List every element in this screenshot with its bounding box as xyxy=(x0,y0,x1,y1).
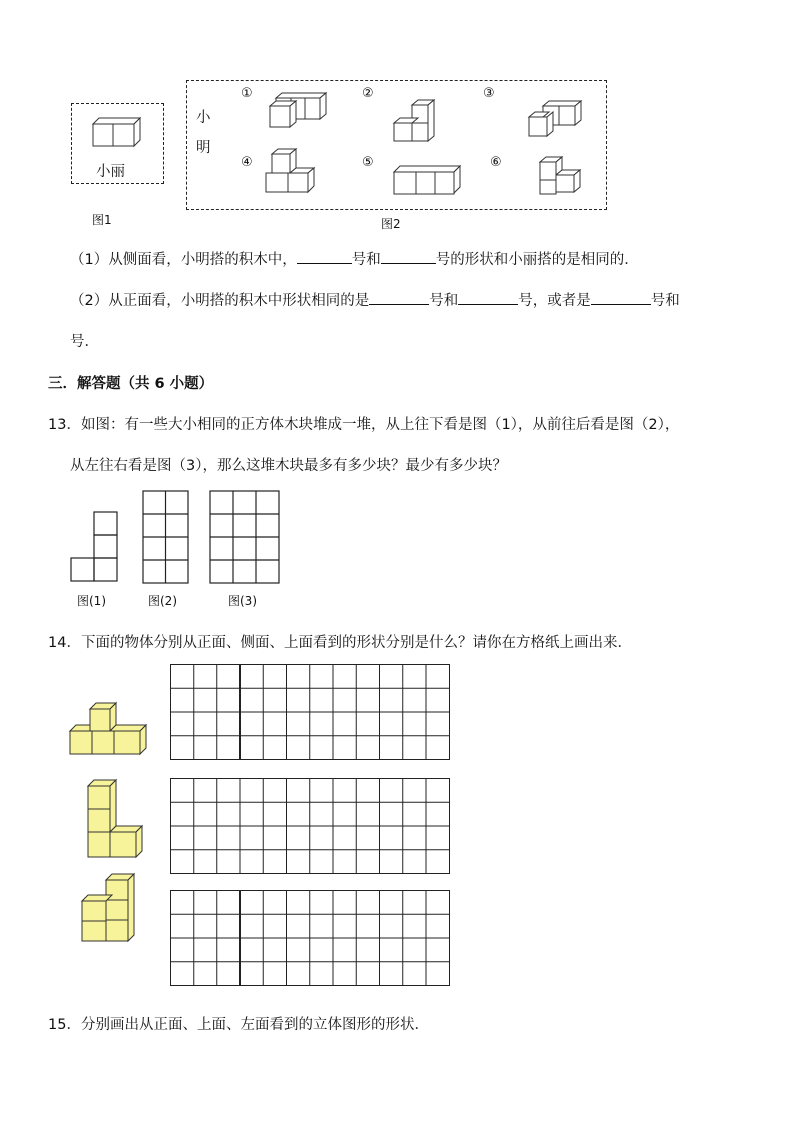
q12-part1-suffix: 号的形状和小丽搭的是相同的． xyxy=(435,252,639,268)
q14-object-3 xyxy=(80,872,140,946)
q12-part2-mid2: 号，或者是 xyxy=(518,293,591,309)
fig1-caption: 图1 xyxy=(92,213,112,227)
q13-view-1 xyxy=(70,510,120,582)
q13-caption-3: 图(3) xyxy=(228,594,257,608)
q12-part2-end: 号． xyxy=(70,334,99,350)
xiaoming-label-2: 明 xyxy=(196,140,211,156)
q12-part2-mid3: 号和 xyxy=(650,293,680,309)
shape-5-cubes xyxy=(392,163,464,197)
marker-2: ② xyxy=(362,86,374,101)
q13-view-2 xyxy=(142,490,190,584)
q12-blank-5[interactable] xyxy=(591,290,651,305)
q12-part1 xyxy=(70,248,639,269)
q14-grid-3[interactable] xyxy=(170,890,452,990)
section3-heading: 三．解答题（共 6 小题） xyxy=(48,376,214,392)
q12-blank-4[interactable] xyxy=(458,290,518,305)
q12-part1-mid: 号和 xyxy=(351,252,381,268)
shape-2-cubes xyxy=(390,100,438,144)
xiaoli-cubes xyxy=(90,114,150,150)
marker-3: ③ xyxy=(483,86,495,101)
q14-object-1 xyxy=(68,700,148,758)
q15-text: 15．分别画出从正面、上面、左面看到的立体图形的形状． xyxy=(48,1017,429,1033)
shape-6-cubes xyxy=(538,156,586,198)
q13-view-3 xyxy=(209,490,281,584)
q14-grid-2[interactable] xyxy=(170,778,452,878)
marker-4: ④ xyxy=(241,155,253,170)
marker-1: ① xyxy=(241,86,253,101)
xiaoming-label-1: 小 xyxy=(196,110,211,126)
fig2-caption: 图2 xyxy=(381,217,401,231)
marker-5: ⑤ xyxy=(362,155,374,170)
shape-1-cubes xyxy=(266,96,330,130)
q13-caption-1: 图(1) xyxy=(77,594,106,608)
q12-part2 xyxy=(70,289,680,310)
q12-part1-prefix: （1）从侧面看，小明搭的积木中， xyxy=(70,252,297,268)
q12-part2-mid1: 号和 xyxy=(429,293,459,309)
shape-4-cubes xyxy=(264,146,316,196)
xiaoli-label: 小丽 xyxy=(96,164,125,180)
q14-grid-1[interactable] xyxy=(170,664,452,764)
q14-object-2 xyxy=(86,778,146,860)
q12-blank-1[interactable] xyxy=(297,249,352,264)
shape-3-cubes xyxy=(527,100,583,138)
q12-blank-3[interactable] xyxy=(369,290,429,305)
q13-caption-2: 图(2) xyxy=(148,594,177,608)
q14-text: 14．下面的物体分别从正面、侧面、上面看到的形状分别是什么？请你在方格纸上画出来． xyxy=(48,635,632,651)
q12-blank-2[interactable] xyxy=(381,249,436,264)
q12-part2-prefix: （2）从正面看，小明搭的积木中形状相同的是 xyxy=(70,293,370,309)
q13-line2: 从左往右看是图（3），那么这堆木块最多有多少块？最少有多少块？ xyxy=(70,458,507,474)
q13-line1: 13．如图：有一些大小相同的正方体木块堆成一堆，从上往下看是图（1），从前往后看是图（2）， xyxy=(48,417,680,433)
marker-6: ⑥ xyxy=(490,155,502,170)
